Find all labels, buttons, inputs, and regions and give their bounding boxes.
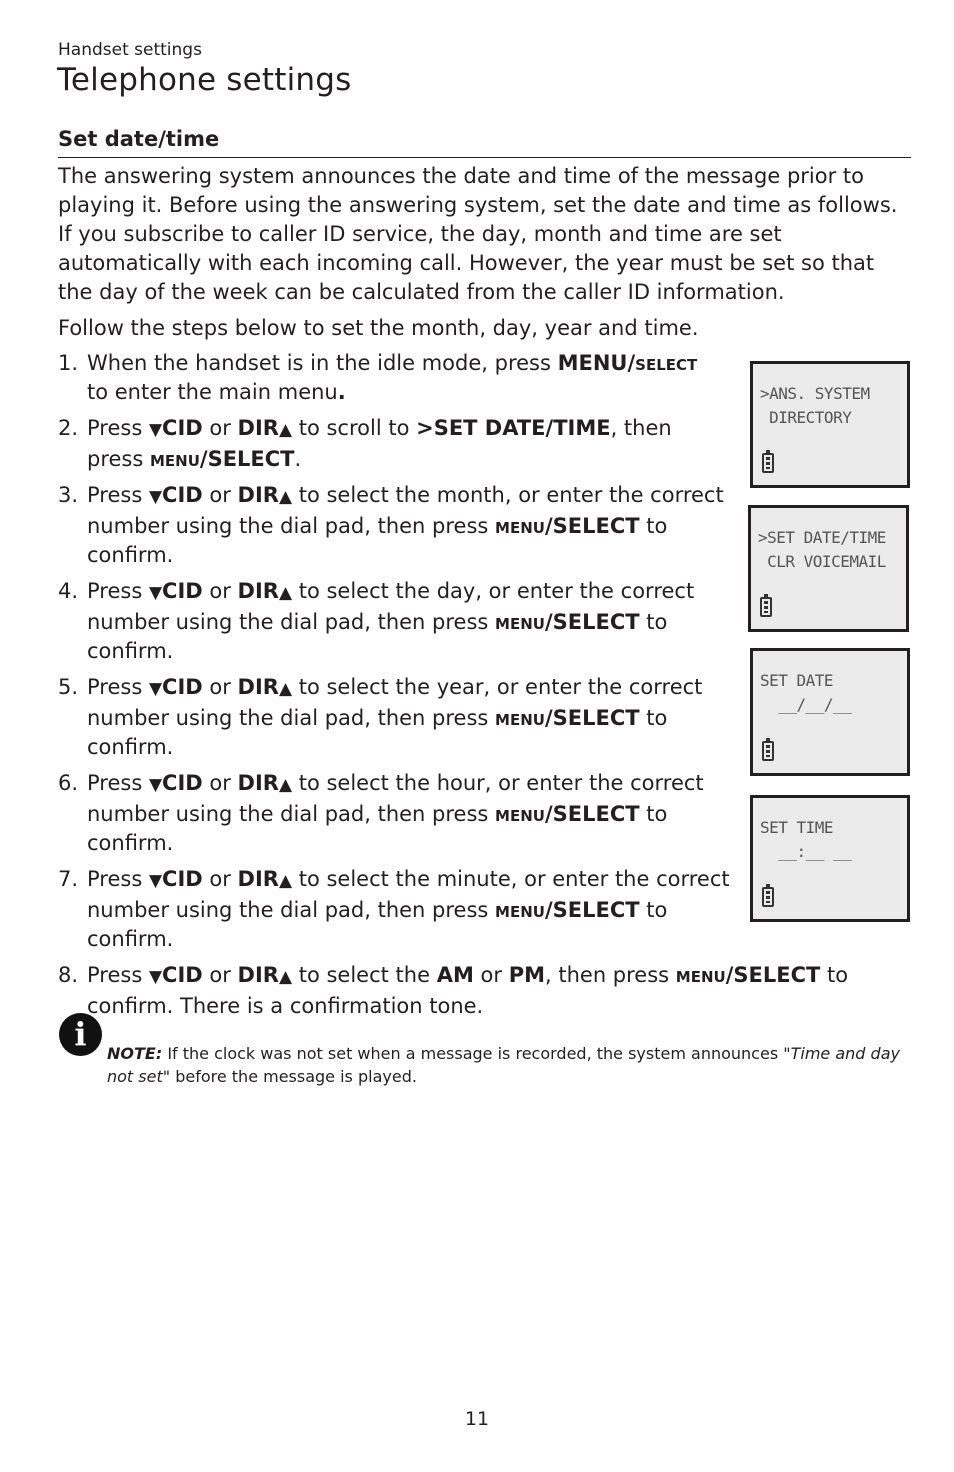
key-menu: menu	[495, 706, 545, 730]
step-text: , then press	[545, 963, 676, 987]
key-dir: DIR	[237, 579, 279, 603]
key-dir: DIR	[237, 963, 279, 987]
press-text: Press	[87, 771, 149, 795]
battery-icon	[762, 741, 774, 761]
key-menu: menu	[495, 898, 545, 922]
key-cid: CID	[162, 416, 203, 440]
step-number: 2.	[58, 416, 79, 440]
step-text: to select the day, or enter the correct number using the dial pad, then press	[87, 579, 695, 634]
step-number: 8.	[58, 963, 79, 987]
key-menu: menu	[495, 802, 545, 826]
step-8	[58, 961, 937, 1021]
press-text: Press	[87, 483, 149, 507]
battery-icon	[762, 887, 774, 907]
lcd-screen-set-time	[750, 795, 910, 922]
or-text: or	[202, 483, 238, 507]
key-cid: CID	[162, 675, 203, 699]
step-text: to select the minute, or enter the correct number using the dial pad, then press	[87, 867, 730, 922]
key-cid: CID	[162, 579, 203, 603]
step-text: When the handset is in the idle mode, press	[87, 351, 558, 375]
press-text: Press	[87, 416, 149, 440]
menu-target: >SET DATE/TIME	[416, 416, 611, 440]
up-arrow-icon: ▲	[278, 487, 293, 507]
step-text: to select the year, or enter the correct number using the dial pad, then press	[87, 675, 703, 730]
up-arrow-icon: ▲	[278, 775, 293, 795]
note-body: If the clock was not set when a message is recorded, the system announces	[162, 1044, 784, 1063]
key-cid: CID	[162, 483, 203, 507]
key-dir: DIR	[237, 771, 279, 795]
step-text: press	[87, 447, 150, 471]
section-label: Handset settings	[58, 40, 202, 60]
down-arrow-icon: ▼	[148, 420, 163, 440]
or-text: or	[202, 675, 238, 699]
up-arrow-icon: ▲	[278, 420, 293, 440]
step-text: to select the month, or enter the correct number using the dial pad, then press	[87, 483, 724, 538]
step-1	[58, 349, 748, 407]
battery-icon	[760, 597, 772, 617]
info-icon: i	[59, 1013, 102, 1056]
or-text: or	[202, 579, 238, 603]
up-arrow-icon: ▲	[278, 583, 293, 603]
key-select: /SELECT	[544, 706, 640, 730]
step-text: to scroll to	[292, 416, 417, 440]
key-menu: menu	[495, 514, 545, 538]
or-text: or	[202, 867, 238, 891]
step-7	[58, 865, 748, 954]
step-2	[58, 414, 748, 474]
step-text: to select the hour, or enter the correct number using the dial pad, then press	[87, 771, 704, 826]
down-arrow-icon: ▼	[148, 775, 163, 795]
step-text: to confirm.	[87, 514, 668, 567]
key-dir: DIR	[237, 416, 279, 440]
step-text: to select the	[292, 963, 437, 987]
press-text: Press	[87, 675, 149, 699]
step-text: to confirm.	[87, 898, 668, 951]
step-3	[58, 481, 748, 570]
step-period: .	[294, 447, 302, 471]
lcd-screen-set-date-time	[748, 505, 909, 632]
down-arrow-icon: ▼	[148, 967, 163, 987]
page-title: Telephone settings	[57, 62, 352, 98]
step-6	[58, 769, 748, 858]
press-text: Press	[87, 963, 149, 987]
lcd-line: DIRECTORY	[760, 408, 852, 427]
up-arrow-icon: ▲	[278, 871, 293, 891]
step-number: 1.	[58, 351, 79, 375]
key-menu: MENU/	[557, 351, 636, 375]
up-arrow-icon: ▲	[278, 967, 293, 987]
step-number: 4.	[58, 579, 79, 603]
key-dir: DIR	[237, 867, 279, 891]
up-arrow-icon: ▲	[278, 679, 293, 699]
key-select: /SELECT	[544, 898, 640, 922]
key-dir: DIR	[237, 675, 279, 699]
step-text: confirm.	[87, 831, 174, 855]
page-number: 11	[464, 1408, 490, 1430]
key-select: select	[635, 351, 698, 375]
key-select: /SELECT	[199, 447, 295, 471]
key-dir: DIR	[237, 483, 279, 507]
intro-paragraph: The answering system announces the date and time of the message prior to playing it. Before using the answering system, set the date and time as follows. If you subscribe to caller ID service, the day, month and time are set automatically with each incoming call. However, the year must be set so that the day of the week can be calculated from the caller ID information.	[58, 164, 898, 304]
follow-paragraph: Follow the steps below to set the month, day, year and time.	[58, 316, 699, 340]
or-text: or	[473, 963, 509, 987]
key-am: AM	[436, 963, 474, 987]
key-select: /SELECT	[544, 514, 640, 538]
lcd-line: >SET DATE/TIME	[758, 528, 886, 547]
step-number: 3.	[58, 483, 79, 507]
or-text: or	[202, 416, 238, 440]
step-text: to	[639, 802, 668, 826]
down-arrow-icon: ▼	[148, 871, 163, 891]
key-menu: menu	[149, 447, 200, 471]
lcd-line: __/__/__	[760, 695, 852, 714]
step-5	[58, 673, 748, 762]
key-pm: PM	[508, 963, 545, 987]
down-arrow-icon: ▼	[148, 487, 163, 507]
step-text: to confirm. There is a confirmation tone.	[87, 963, 849, 1018]
step-period: .	[337, 380, 346, 404]
press-text: Press	[87, 867, 149, 891]
lcd-line: SET DATE	[760, 671, 834, 690]
lcd-line: >ANS. SYSTEM	[760, 384, 870, 403]
step-text: , then	[610, 416, 672, 440]
step-number: 6.	[58, 771, 79, 795]
key-select: /SELECT	[544, 610, 640, 634]
lcd-line: SET TIME	[760, 818, 834, 837]
key-select: /SELECT	[725, 963, 821, 987]
key-select: /SELECT	[544, 802, 640, 826]
note-text	[107, 1042, 907, 1088]
note-label: NOTE:	[107, 1044, 163, 1063]
key-menu: menu	[675, 963, 726, 987]
key-cid: CID	[162, 771, 203, 795]
subheading: Set date/time	[58, 127, 220, 151]
step-text: confirm.	[87, 639, 174, 663]
step-text: confirm.	[87, 735, 174, 759]
press-text: Press	[87, 579, 149, 603]
key-menu: menu	[495, 610, 545, 634]
or-text: or	[202, 963, 238, 987]
heading-rule	[58, 157, 911, 158]
lcd-line: __:__ __	[760, 842, 852, 861]
down-arrow-icon: ▼	[148, 583, 163, 603]
step-text: to	[639, 610, 668, 634]
step-number: 7.	[58, 867, 79, 891]
lcd-line: CLR VOICEMAIL	[758, 552, 886, 571]
step-number: 5.	[58, 675, 79, 699]
step-4	[58, 577, 748, 666]
key-cid: CID	[162, 963, 203, 987]
or-text: or	[202, 771, 238, 795]
step-text: to enter the main menu	[87, 380, 338, 404]
key-cid: CID	[162, 867, 203, 891]
lcd-screen-set-date	[750, 648, 910, 776]
step-text: to	[639, 706, 668, 730]
down-arrow-icon: ▼	[148, 679, 163, 699]
battery-icon	[762, 453, 774, 473]
note-body: before the message is played.	[170, 1067, 417, 1086]
note-quote: "Time and day not set"	[107, 1044, 900, 1086]
lcd-screen-main-menu	[750, 361, 910, 488]
